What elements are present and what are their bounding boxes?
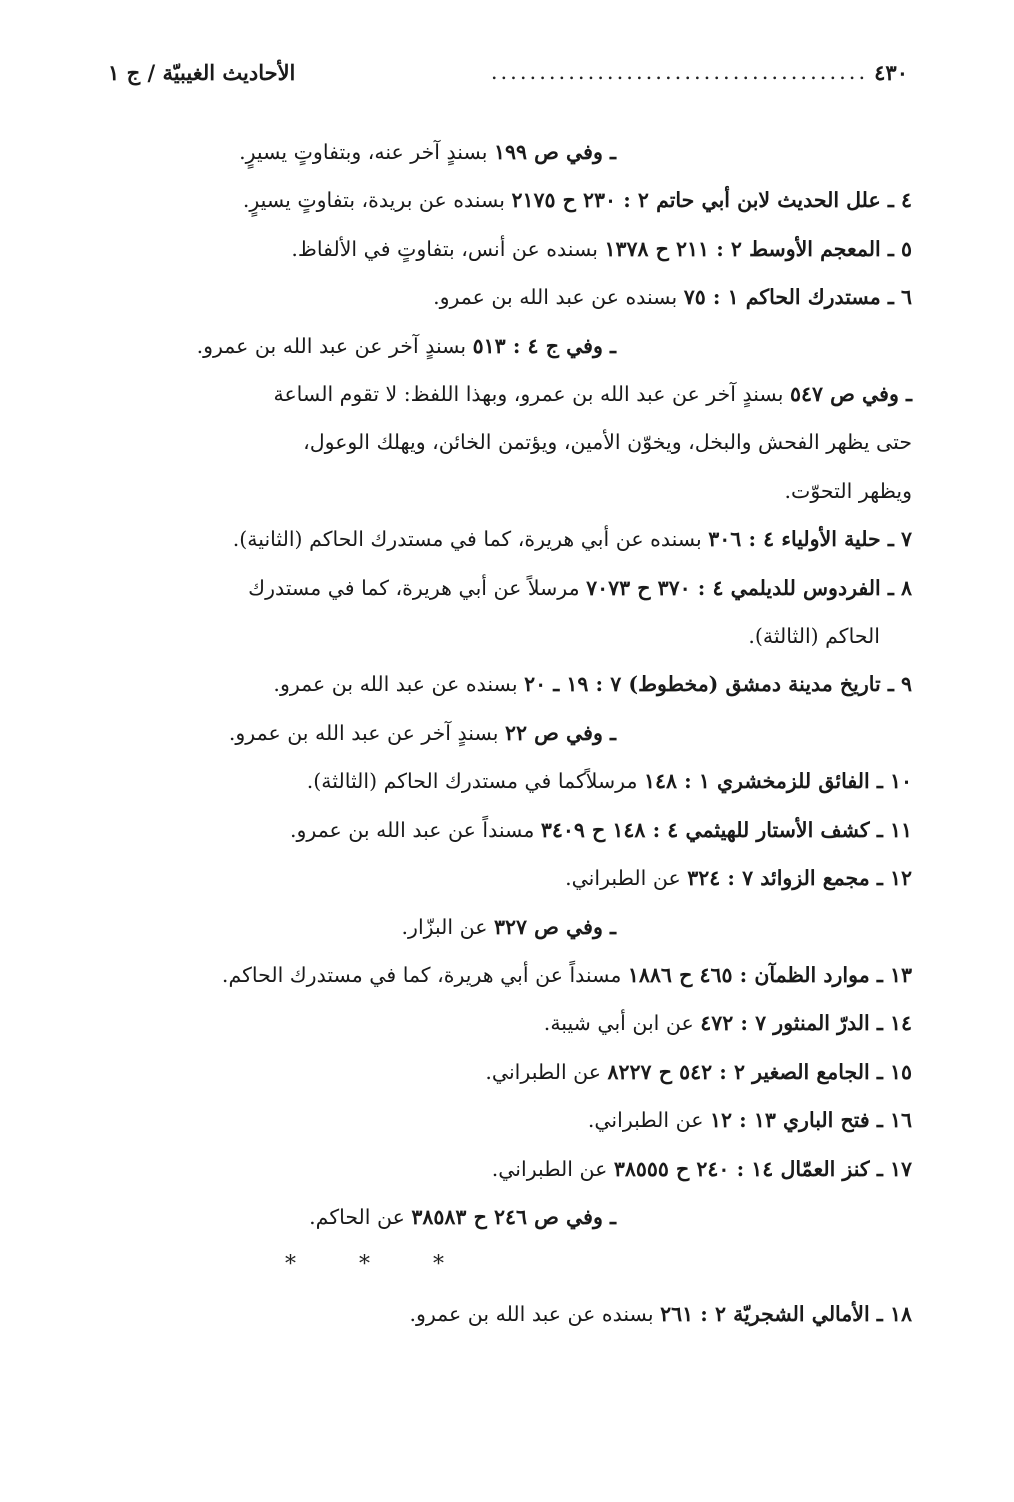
reference-note: عن البزّار. — [401, 914, 494, 939]
reference-note: عن الطبراني. — [491, 1156, 614, 1181]
reference-entry — [100, 128, 912, 176]
reference-source: ـ وفي ص ٥٤٧ — [789, 382, 912, 407]
reference-note: بسنده عن عبد الله بن عمرو. — [433, 285, 684, 310]
reference-note: بسندٍ آخر عن عبد الله بن عمرو. — [196, 333, 473, 358]
reference-source: ١٤ ـ الدرّ المنثور ٧ : ٤٧٢ — [700, 1011, 912, 1036]
reference-entry — [100, 1290, 912, 1338]
reference-continuation: حتى يظهر الفحش والبخل، ويخوّن الأمين، ويؤتمن الخائن، ويهلك الوعول، — [303, 430, 912, 455]
reference-note: مسنداً عن أبي هريرة، كما في مستدرك الحاكم. — [221, 962, 628, 987]
section-separator: * * * — [285, 1252, 472, 1278]
reference-note: عن الطبراني. — [485, 1059, 608, 1084]
reference-note: مرسلاً عن أبي هريرة، كما في مستدرك — [248, 575, 587, 600]
reference-note: عن الطبراني. — [587, 1108, 710, 1133]
reference-source: ـ وفي ص ٢٤٦ ح ٣٨٥٨٣ — [411, 1204, 616, 1229]
reference-note: بسندٍ آخر عن عبد الله بن عمرو، وبهذا اللفظ: لا تقوم الساعة — [273, 382, 790, 407]
reference-entry — [100, 999, 912, 1047]
reference-entry — [100, 322, 912, 370]
reference-entry — [100, 564, 912, 612]
reference-entry — [100, 370, 912, 418]
reference-entry — [100, 951, 912, 999]
reference-source: ـ وفي ص ٣٢٧ — [493, 914, 616, 939]
reference-entry — [100, 1145, 912, 1193]
running-header — [108, 52, 908, 92]
reference-source: ١٥ ـ الجامع الصغير ٢ : ٥٤٢ ح ٨٢٢٧ — [607, 1059, 912, 1084]
reference-entry — [100, 903, 912, 951]
reference-entry — [100, 1096, 912, 1144]
reference-source: ٥ ـ المعجم الأوسط ٢ : ٢١١ ح ١٣٧٨ — [604, 236, 912, 261]
reference-source: ٤ ـ علل الحديث لابن أبي حاتم ٢ : ٢٣٠ ح ٢١٧٥ — [511, 188, 912, 213]
reference-source: ٨ ـ الفردوس للديلمي ٤ : ٣٧٠ ح ٧٠٧٣ — [586, 575, 912, 600]
reference-note: عن ابن أبي شيبة. — [543, 1011, 701, 1036]
reference-entry — [100, 273, 912, 321]
reference-entry — [100, 660, 912, 708]
reference-note: عن الحاكم. — [309, 1204, 412, 1229]
reference-note: عن الطبراني. — [565, 866, 688, 891]
reference-entry — [100, 515, 912, 563]
reference-note: مسنداً عن عبد الله بن عمرو. — [289, 817, 541, 842]
reference-note: بسنده عن أنس، بتفاوتٍ في الألفاظ. — [291, 236, 605, 261]
reference-source: ١١ ـ كشف الأستار للهيثمي ٤ : ١٤٨ ح ٣٤٠٩ — [540, 817, 912, 842]
header-leader-dots: ....................................... — [490, 60, 869, 84]
reference-source: ١٣ ـ موارد الظمآن : ٤٦٥ ح ١٨٨٦ — [627, 962, 912, 987]
reference-note: مرسلاًكما في مستدرك الحاكم (الثالثة). — [306, 769, 644, 794]
reference-source: ٦ ـ مستدرك الحاكم ١ : ٧٥ — [683, 285, 912, 310]
reference-source: ١٠ ـ الفائق للزمخشري ١ : ١٤٨ — [643, 769, 912, 794]
reference-source: ٧ ـ حلية الأولياء ٤ : ٣٠٦ — [708, 527, 912, 552]
reference-source: ١٦ ـ فتح الباري ١٣ : ١٢ — [709, 1108, 912, 1133]
reference-note: بسنده عن أبي هريرة، كما في مستدرك الحاكم (الثانية). — [232, 527, 709, 552]
reference-note: بسندٍ آخر عن عبد الله بن عمرو. — [228, 720, 505, 745]
reference-source: ١٢ ـ مجمع الزوائد ٧ : ٣٢٤ — [687, 866, 912, 891]
reference-source: ١٧ ـ كنز العمّال ١٤ : ٢٤٠ ح ٣٨٥٥٥ — [613, 1156, 912, 1181]
reference-source: ـ وفي ج ٤ : ٥١٣ — [472, 333, 616, 358]
reference-entry — [100, 176, 912, 224]
reference-note: بسنده عن عبد الله بن عمرو. — [409, 1301, 661, 1326]
reference-entry — [100, 757, 912, 805]
reference-entry — [100, 854, 912, 902]
reference-note: بسنده عن بريدة، بتفاوتٍ يسيرٍ. — [242, 188, 512, 213]
reference-source: ١٨ ـ الأمالي الشجريّة ٢ : ٢٦١ — [660, 1301, 912, 1326]
reference-entry — [100, 1048, 912, 1096]
reference-source: ـ وفي ص ٢٢ — [504, 720, 616, 745]
reference-source: ـ وفي ص ١٩٩ — [493, 140, 616, 164]
reference-continuation: الحاكم (الثالثة). — [748, 624, 880, 649]
reference-entry — [100, 806, 912, 854]
reference-entry — [100, 225, 912, 273]
references-list — [100, 128, 912, 1338]
reference-source: ٩ ـ تاريخ مدينة دمشق (مخطوط) ٧ : ١٩ ـ ٢٠ — [524, 672, 912, 697]
book-title: الأحاديث الغيبيّة / ج ١ — [108, 59, 296, 85]
reference-continuation: ويظهر التحوّت. — [784, 478, 912, 503]
reference-entry — [100, 1193, 912, 1241]
reference-note: بسنده عن عبد الله بن عمرو. — [273, 672, 525, 697]
page-number: ٤٣٠ — [874, 59, 908, 85]
reference-note: بسندٍ آخر عنه، وبتفاوتٍ يسيرٍ. — [239, 140, 494, 164]
reference-entry — [100, 709, 912, 757]
